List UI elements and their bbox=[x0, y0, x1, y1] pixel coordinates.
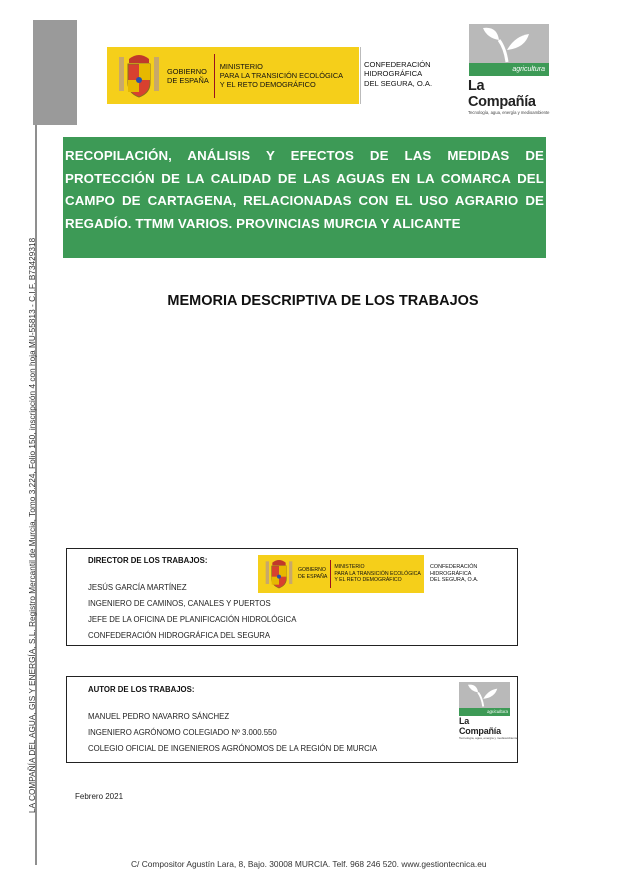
author-name: MANUEL PEDRO NAVARRO SÁNCHEZ bbox=[88, 712, 230, 721]
ministry-line2: PARA LA TRANSICIÓN ECOLÓGICA bbox=[219, 71, 344, 80]
ministry-small-line1: MINISTERIO bbox=[334, 564, 365, 571]
director-title: INGENIERO DE CAMINOS, CANALES Y PUERTOS bbox=[88, 599, 271, 608]
gov-line1: GOBIERNO bbox=[167, 66, 207, 76]
document-heading: MEMORIA DESCRIPTIVA DE LOS TRABAJOS bbox=[167, 293, 479, 309]
director-label: DIRECTOR DE LOS TRABAJOS: bbox=[88, 556, 208, 565]
ministry-line3: Y EL RETO DEMOGRÁFICO bbox=[219, 80, 316, 89]
gov-separator bbox=[214, 54, 215, 98]
director-name: JESÚS GARCÍA MARTÍNEZ bbox=[88, 583, 187, 592]
company-small-ribbon: agricultura bbox=[459, 708, 510, 716]
company-small-tagline: Tecnología, agua, energía y medioambiente bbox=[459, 736, 518, 740]
ministry-line1: MINISTERIO bbox=[219, 62, 263, 71]
chs-logo-text bbox=[364, 60, 432, 88]
sprout-icon bbox=[459, 682, 510, 708]
document-date: Febrero 2021 bbox=[75, 792, 124, 801]
company-logo-small bbox=[459, 682, 518, 740]
author-label: AUTOR DE LOS TRABAJOS: bbox=[88, 685, 195, 694]
government-logo-small-band bbox=[258, 555, 424, 593]
gov-small-line2: DE ESPAÑA bbox=[298, 574, 328, 580]
ministry-small-line3: Y EL RETO DEMOGRÁFICO bbox=[334, 577, 402, 584]
chs-line1: CONFEDERACIÓN bbox=[364, 60, 431, 69]
side-block bbox=[33, 20, 77, 125]
chs-line3: DEL SEGURA, O.A. bbox=[364, 78, 433, 88]
director-box bbox=[66, 548, 518, 646]
sprout-icon bbox=[469, 24, 549, 64]
gov-small-line1: GOBIERNO bbox=[298, 567, 326, 574]
company-logo-small-box bbox=[459, 682, 510, 716]
company-name: La Compañía bbox=[468, 78, 536, 110]
author-box bbox=[66, 676, 518, 763]
footer-address: C/ Compositor Agustín Lara, 8, Bajo. 30008 MURCIA. Telf. 968 246 520. www.gestiontecnica.eu bbox=[131, 859, 487, 869]
director-position: JEFE DE LA OFICINA DE PLANIFICACIÓN HIDROLÓGICA bbox=[88, 615, 297, 624]
government-logo-small bbox=[258, 555, 510, 593]
chs-small-line3: DEL SEGURA, O.A. bbox=[430, 577, 479, 584]
document-title: RECOPILACIÓN, ANÁLISIS Y EFECTOS DE LAS MEDIDAS DE PROTECCIÓN DE LA CALIDAD DE LAS AGUAS EN LA COMARCA DEL CAMPO DE CARTAGENA, RELACIONADAS CON EL USO AGRARIO DE REGADÍO. TTMM VARIOS. PROVINCIAS MURCIA Y ALICANTE bbox=[65, 148, 544, 231]
company-registry-text: LA COMPAÑÍA DEL AGUA, GIS Y ENERGÍA, S.L. Registro Mercantil de Murcia, Tomo 3.224, Folio 150, inscripción 4 con hoja MU-55813 - C.I.F. B73429318 bbox=[28, 237, 37, 813]
company-logo bbox=[467, 24, 551, 115]
author-organization: COLEGIO OFICIAL DE INGENIEROS AGRÓNOMOS DE LA REGIÓN DE MURCIA bbox=[88, 744, 378, 753]
title-banner bbox=[63, 137, 546, 258]
company-logo-box bbox=[469, 24, 549, 76]
government-logo bbox=[107, 47, 359, 104]
chs-small-line1: CONFEDERACIÓN bbox=[430, 563, 478, 570]
gov-line2: DE ESPAÑA bbox=[167, 75, 209, 85]
company-small-name: La Compañía bbox=[459, 716, 501, 736]
ministry-small-line2: PARA LA TRANSICIÓN ECOLÓGICA bbox=[334, 570, 421, 577]
director-organization: CONFEDERACIÓN HIDROGRÁFICA DEL SEGURA bbox=[88, 631, 271, 640]
chs-separator bbox=[360, 47, 361, 104]
chs-line2: HIDROGRÁFICA bbox=[364, 69, 423, 79]
spain-coat-of-arms-icon bbox=[263, 557, 295, 591]
author-title: INGENIERO AGRÓNOMO COLEGIADO Nº 3.000.550 bbox=[88, 728, 277, 737]
gov-small-separator bbox=[330, 560, 331, 588]
chs-small-line2: HIDROGRÁFICA bbox=[430, 570, 472, 577]
company-tagline: Tecnología, agua, energía y medioambiente bbox=[468, 110, 550, 115]
spain-coat-of-arms-icon bbox=[115, 51, 163, 101]
company-ribbon: agricultura bbox=[469, 63, 549, 76]
